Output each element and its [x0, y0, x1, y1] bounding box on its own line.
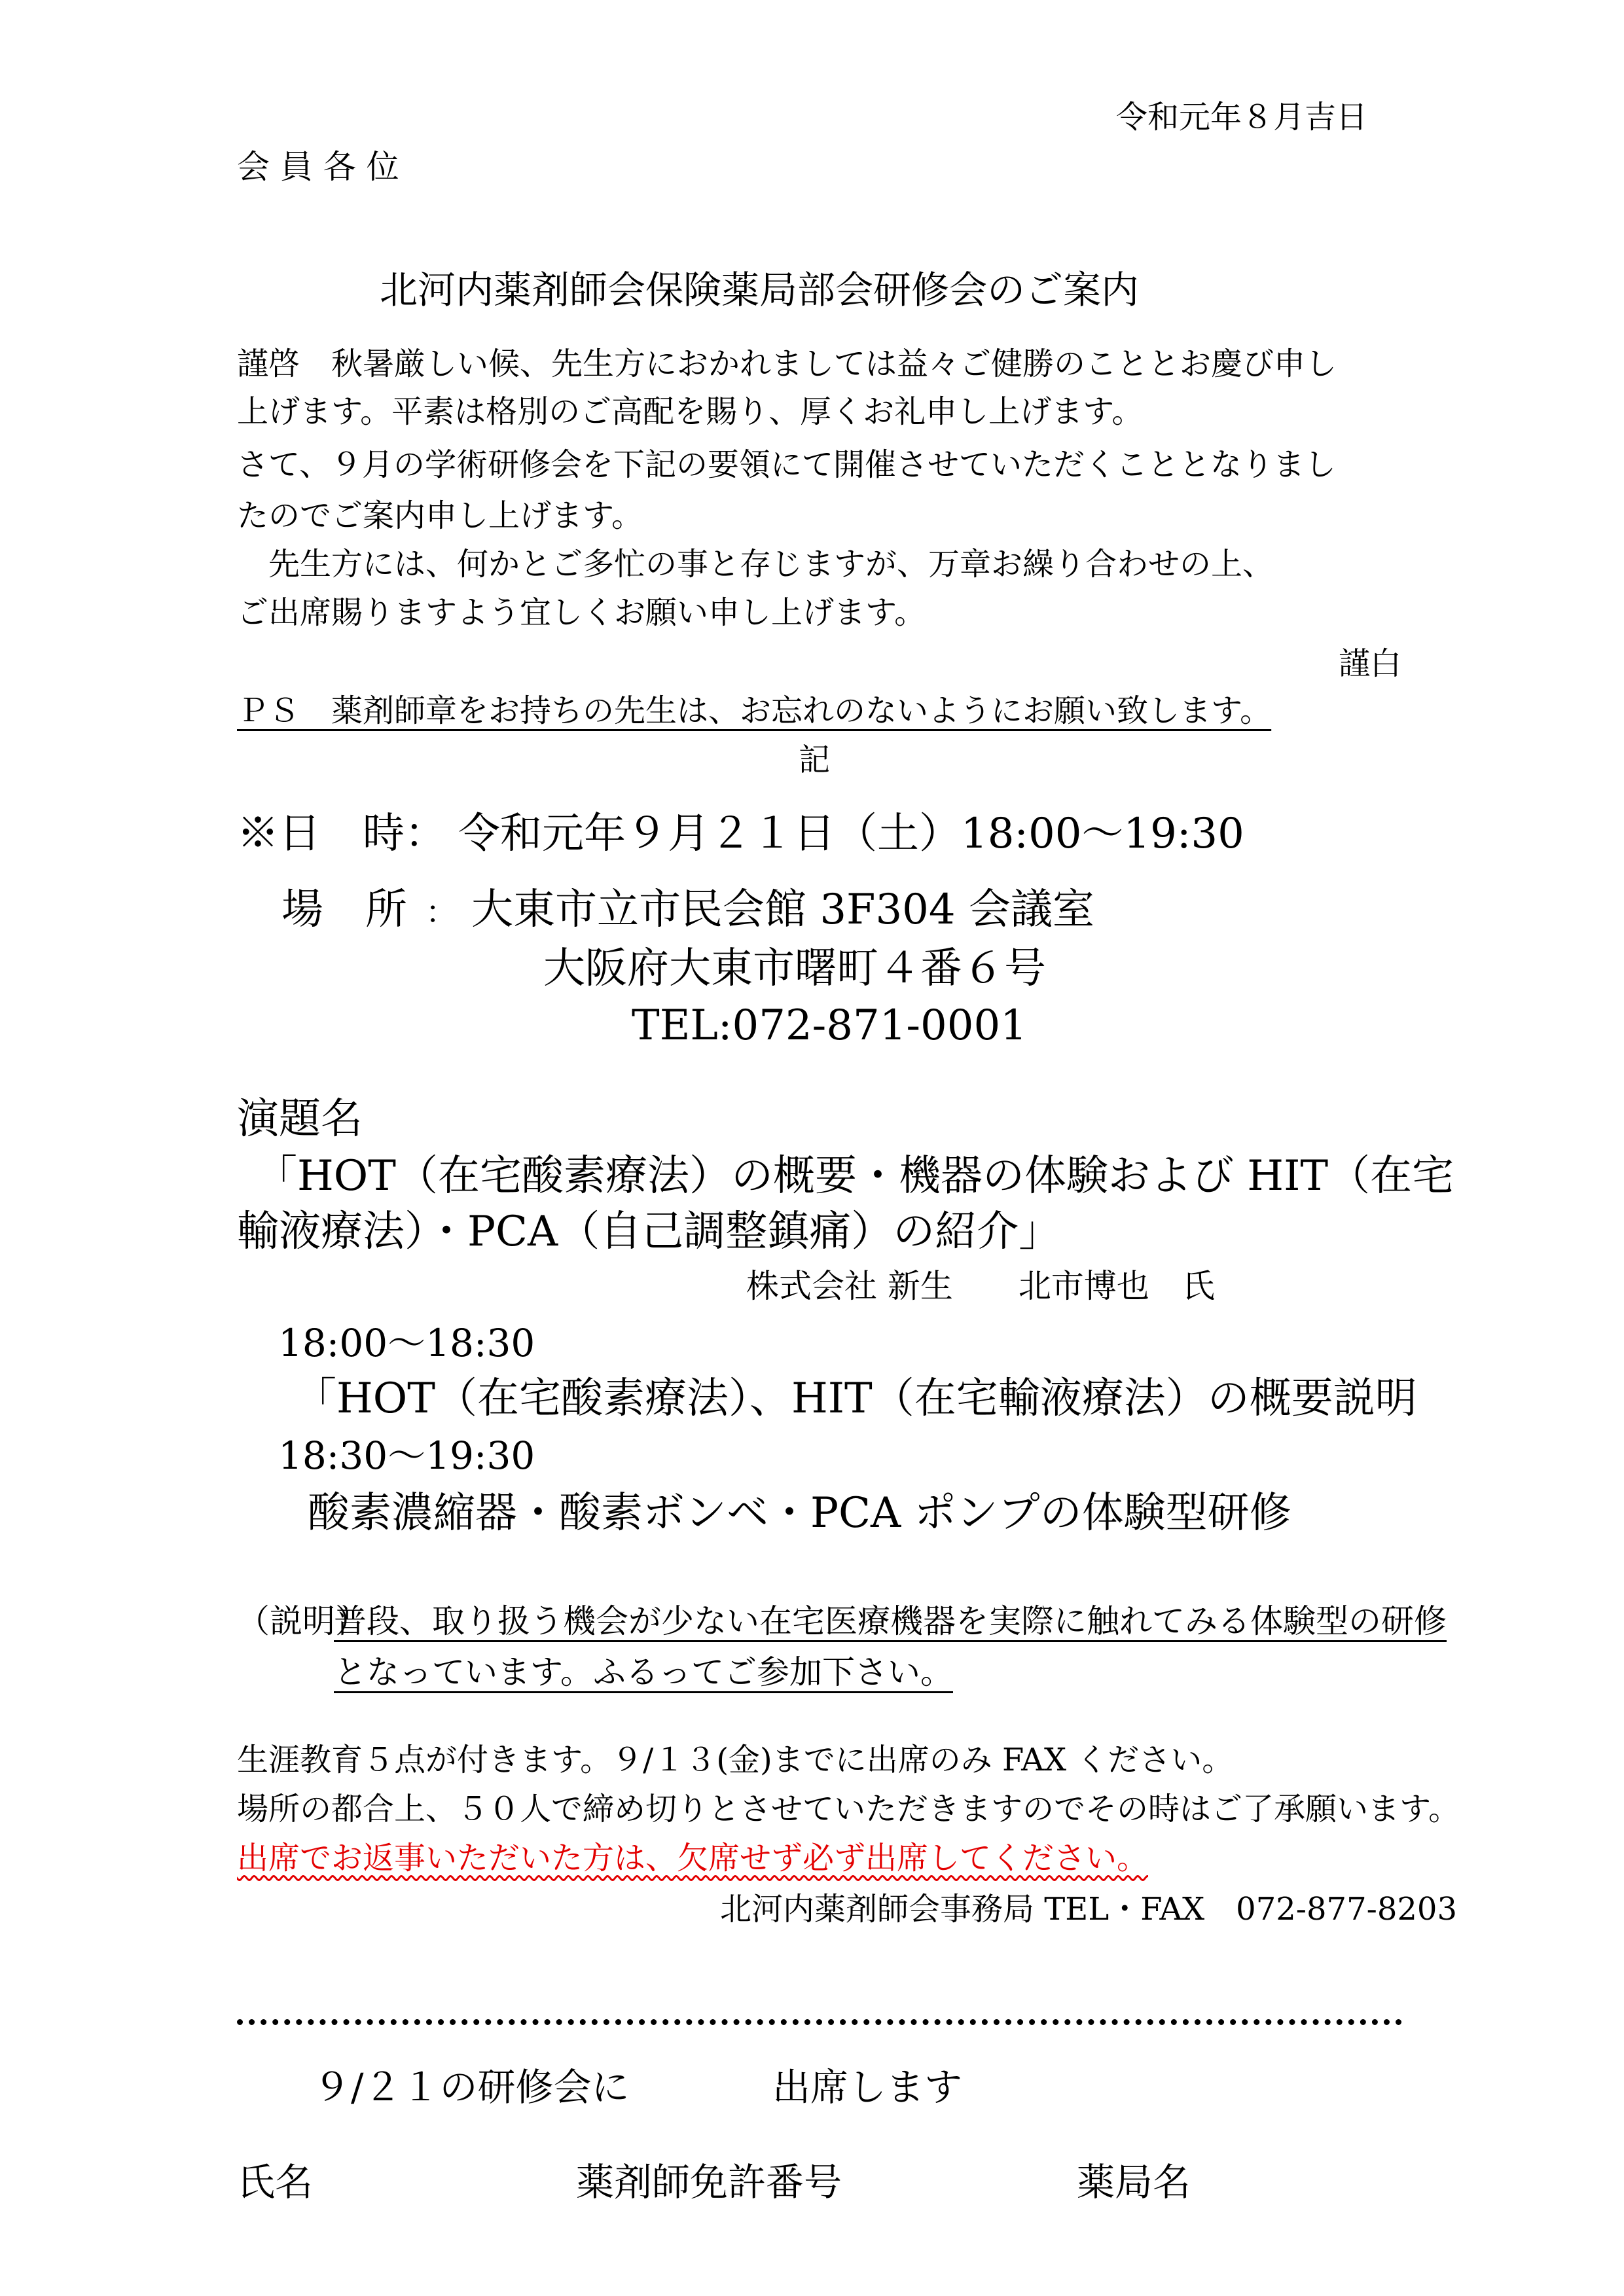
- closing-word: 謹白: [1339, 645, 1402, 682]
- venue-address: 大阪府大東市曙町４番６号: [543, 944, 1046, 993]
- body-line: 上げます。平素は格別のご高配を賜り、厚くお礼申し上げます。: [237, 393, 1144, 430]
- venue: 大東市立市民会館 3F304 会議室: [471, 886, 1094, 934]
- session-time: 18:30～19:30: [278, 1433, 535, 1478]
- reply-attend-text: ９/２１の研修会に: [313, 2065, 630, 2109]
- notes-warning: 出席でお返事いただいた方は、欠席せず必ず出席してください。: [237, 1840, 1149, 1876]
- notes-line: 生涯教育５点が付きます。９/１３(金)までに出席のみ FAX ください。: [237, 1742, 1234, 1778]
- office-contact: 北河内薬剤師会事務局 TEL・FAX 072-877-8203: [720, 1891, 1457, 1928]
- notes-line: 場所の都合上、５０人で締め切りとさせていただきますのでその時はご了承願います。: [237, 1791, 1460, 1827]
- venue-tel: TEL:072-871-0001: [632, 1001, 1027, 1050]
- pharmacy-name-label: 薬局名: [1077, 2160, 1191, 2204]
- body-line: 先生方には、何かとご多忙の事と存じますが、万章お繰り合わせの上、: [268, 546, 1274, 583]
- license-number-label: 薬剤師免許番号: [576, 2160, 842, 2204]
- ki-mark: 記: [799, 742, 831, 778]
- session-time: 18:00～18:30: [278, 1321, 535, 1365]
- explanation-label: （説明）: [237, 1602, 368, 1640]
- lecture-heading: 演題名: [237, 1095, 363, 1143]
- lecture-title-line: 「HOT（在宅酸素療法）の概要・機器の体験および HIT（在宅: [255, 1152, 1454, 1200]
- cut-line: [237, 2019, 1402, 2025]
- body-line: 謹啓 秋暑厳しい候、先生方におかれましては益々ご健勝のこととお慶び申し: [237, 346, 1337, 382]
- reply-attend-value: 出席します: [772, 2065, 963, 2109]
- body-line: たのでご案内申し上げます。: [237, 497, 643, 534]
- body-line: ご出席賜りますよう宜しくお願い申し上げます。: [237, 594, 926, 631]
- session-title: 酸素濃縮器・酸素ボンベ・PCA ポンプの体験型研修: [308, 1489, 1291, 1537]
- addressee: 会 員 各 位: [237, 148, 399, 186]
- name-label: 氏名: [237, 2160, 314, 2204]
- session-title: 「HOT（在宅酸素療法）、HIT（在宅輸液療法）の概要説明: [295, 1374, 1417, 1423]
- place-separator: ：: [425, 894, 458, 931]
- issue-date: 令和元年８月吉日: [1116, 99, 1368, 135]
- explanation-line: となっています。ふるってご参加下さい。: [334, 1653, 953, 1691]
- lecture-title-line: 輸液療法）・PCA（自己調整鎮痛）の紹介」: [237, 1208, 1061, 1256]
- page-title: 北河内薬剤師会保険薬局部会研修会のご案内: [380, 268, 1140, 312]
- speaker: 株式会社 新生 北市博也 氏: [746, 1267, 1215, 1305]
- place-label: 場 所: [281, 886, 407, 934]
- explanation-line: 普段、取り扱う機会が少ない在宅医療機器を実際に触れてみる体験型の研修: [334, 1602, 1447, 1640]
- body-line: さて、９月の学術研修会を下記の要領にて開催させていただくこととなりまし: [237, 446, 1337, 483]
- ps-note: ＰＳ 薬剤師章をお持ちの先生は、お忘れのないようにお願い致します。: [237, 692, 1272, 729]
- datetime-value: 令和元年９月２１日（土）18:00～19:30: [458, 810, 1244, 858]
- datetime-label: ※日 時：: [237, 810, 446, 858]
